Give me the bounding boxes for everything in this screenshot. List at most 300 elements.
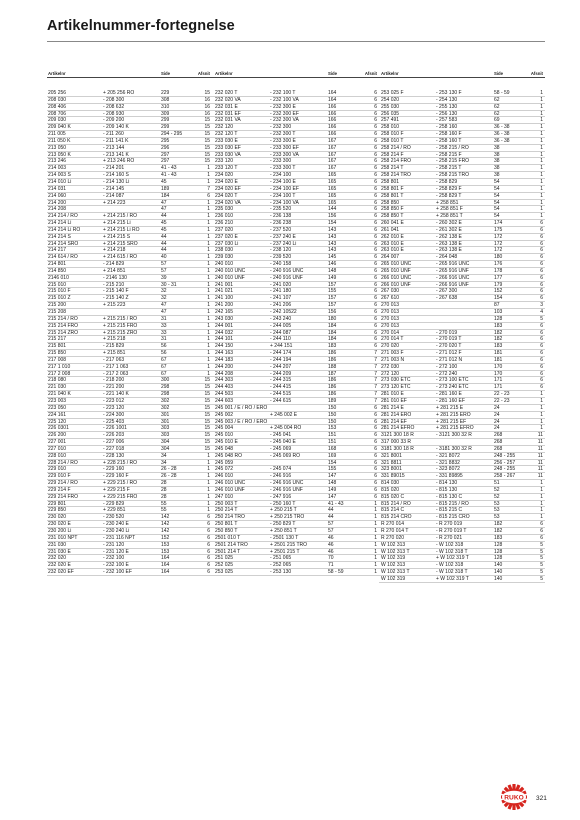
section-ref: 3 [540, 302, 543, 308]
article-range: - 215 210 [103, 281, 125, 288]
article-number: 214 003 S [48, 172, 71, 178]
section-ref: 6 [374, 254, 377, 261]
article-range [103, 206, 161, 212]
article-number: 266 010 UNF [381, 281, 411, 288]
table-row [47, 227, 213, 234]
section-ref: 6 [207, 534, 210, 541]
article-range: - 232 300 E [270, 103, 296, 110]
section-ref: 1 [207, 466, 210, 473]
table-row [379, 316, 545, 323]
article-number: 231 030 E [48, 548, 71, 555]
article-range: - 217 1 063 [103, 363, 129, 370]
table-row [47, 309, 213, 316]
article-number: 250 214 T [215, 507, 238, 514]
table-row [47, 398, 213, 405]
page-ref: 187 [328, 370, 337, 377]
article-range: - 215 829 [103, 343, 125, 350]
table-row [47, 336, 213, 343]
article-number: 246 010 [215, 473, 234, 480]
section-ref: 1 [207, 486, 210, 493]
page-ref: 148 [328, 480, 337, 486]
article-range: + 214 218 [103, 247, 126, 254]
page-ref: 303 [161, 432, 170, 439]
section-ref: 6 [540, 295, 543, 302]
article-number: 209 030 [48, 117, 67, 124]
article-range: - 270 019 [436, 329, 458, 336]
table-row [213, 288, 379, 295]
article-range: - 234 100 T [270, 192, 296, 199]
table-row [213, 104, 379, 111]
section-ref: 6 [374, 445, 377, 452]
article-number: 215 010 [48, 281, 67, 288]
article-number: 234 020 E [215, 178, 238, 185]
table-row [47, 131, 213, 138]
page-ref: 166 [328, 124, 337, 131]
section-ref: 6 [540, 233, 543, 240]
table-row [213, 364, 379, 371]
table-row [47, 350, 213, 357]
section-ref: 1 [207, 452, 210, 459]
page-ref: 182 [494, 521, 503, 527]
article-range [436, 323, 494, 329]
page-ref: 229 [161, 90, 170, 96]
article-number: 263 010 E [381, 240, 404, 247]
article-range: - 214 130 Li [103, 178, 130, 185]
section-ref: 1 [207, 206, 210, 213]
table-row [213, 453, 379, 460]
article-range: - 815 130 [436, 486, 458, 493]
page-ref: 154 [494, 295, 503, 302]
page-ref: 180 [494, 254, 503, 261]
page-ref: 299 [161, 117, 170, 124]
article-number: W 102 313 [381, 562, 406, 569]
article-range: - 242 10522 [270, 309, 297, 315]
page-ref: 71 [328, 562, 334, 569]
page-ref: 167 [328, 137, 337, 144]
article-number: 215 200 [48, 302, 67, 308]
article-range: - 815 130 C [436, 493, 463, 500]
page-ref: 45 [161, 178, 167, 185]
table-row [47, 343, 213, 350]
article-number: 271 003 F [381, 350, 404, 356]
section-ref: 1 [540, 172, 543, 178]
section-ref: 1 [207, 309, 210, 315]
table-row [379, 213, 545, 220]
section-ref: 16 [204, 103, 210, 110]
page-ref: 33 [161, 329, 167, 336]
table-row [47, 247, 213, 254]
article-number: 245 059 [215, 459, 234, 466]
table-row [379, 466, 545, 473]
article-range: - 236 138 [270, 213, 292, 220]
article-number: 253 025 [215, 569, 234, 575]
article-range: - 263 138 E [436, 247, 462, 254]
page-ref: 45 [161, 226, 167, 233]
article-range: - 217 2 063 [103, 370, 129, 377]
page-ref: 45 [161, 220, 167, 226]
table-row [213, 405, 379, 412]
table-row [47, 158, 213, 165]
table-row [213, 514, 379, 521]
table-row [47, 473, 213, 480]
page-ref: 55 [161, 500, 167, 507]
table-row [379, 473, 545, 480]
page-ref: 36 - 38 [494, 137, 510, 144]
table-row [379, 165, 545, 172]
article-range: - 223 120 [103, 404, 125, 411]
page-ref: 174 [494, 220, 503, 226]
article-range: - 247 916 [270, 493, 292, 500]
table-row [213, 384, 379, 391]
table-row [47, 357, 213, 364]
table-row [379, 275, 545, 282]
article-number: 243 030 [215, 315, 234, 322]
article-number: 221 030 [48, 384, 67, 391]
table-row [47, 384, 213, 391]
page-ref: 167 [328, 151, 337, 158]
section-ref: 7 [374, 370, 377, 377]
article-number: 231 010 NPT [48, 534, 78, 541]
article-number: 246 010 UNF [215, 486, 245, 493]
page-ref: 156 [328, 309, 337, 315]
article-number: 237 020 [215, 226, 234, 233]
article-range: + 215 215 FRO [103, 322, 138, 329]
section-ref: 6 [540, 226, 543, 233]
page-ref: 22 - 23 [494, 397, 510, 404]
article-range: - 3181 300 32 R [436, 445, 472, 452]
article-number: 272 120 [381, 370, 400, 377]
table-row [379, 97, 545, 104]
table-row [379, 446, 545, 453]
page-ref: 153 [328, 425, 337, 432]
page-ref: 128 [494, 315, 503, 322]
article-range: - 321 8832 [436, 459, 460, 466]
page-ref: 26 - 28 [161, 466, 177, 473]
article-range: - 232 300 [270, 124, 292, 131]
table-row [47, 213, 213, 220]
article-range: + 229 851 [103, 507, 126, 514]
section-ref: 5 [540, 541, 543, 548]
page-ref: 34 [161, 459, 167, 466]
article-range: + 258 851 T [436, 213, 463, 220]
article-number: 245 001 / E / RO / ERO [215, 404, 268, 411]
table-row [213, 200, 379, 207]
article-number: 237 020 E [215, 233, 238, 240]
section-ref: 16 [204, 110, 210, 117]
table-row [379, 377, 545, 384]
table-row [213, 460, 379, 467]
article-number: 217 008 [48, 356, 67, 363]
table-row [47, 514, 213, 521]
table-row [379, 172, 545, 179]
table-row [379, 555, 545, 562]
article-range: - 224 300 [103, 411, 125, 418]
section-ref: 6 [374, 267, 377, 274]
article-range: - 258 829 T [436, 192, 462, 199]
page-ref: 178 [494, 267, 503, 274]
page-ref: 46 [328, 541, 334, 548]
section-ref: 5 [540, 315, 543, 322]
article-range: - 230 240 Li [103, 528, 130, 534]
article-number: 258 214 F [381, 151, 404, 158]
article-range: - 227 006 [103, 439, 125, 445]
section-ref: 6 [374, 473, 377, 480]
section-ref: 7 [374, 363, 377, 370]
page-ref: 186 [328, 377, 337, 384]
column-header [47, 64, 213, 76]
article-range: - 233 300 [270, 158, 292, 165]
table-row [47, 206, 213, 213]
header-side: Side [161, 71, 171, 76]
section-ref: 6 [374, 274, 377, 281]
article-number: 214 060 [48, 192, 67, 199]
table-row [379, 241, 545, 248]
article-number: 233 120 T [215, 165, 238, 172]
page-ref: 22 - 23 [494, 391, 510, 397]
table-row [47, 466, 213, 473]
section-ref: 1 [540, 507, 543, 514]
section-ref: 6 [374, 329, 377, 336]
article-range: - 281 160 E [436, 391, 462, 397]
section-ref: 11 [537, 473, 543, 480]
article-range [270, 460, 328, 466]
article-range: - 261 302 E [436, 226, 462, 233]
article-number: 233 120 [215, 158, 234, 165]
article-number: 214 214 Li [48, 220, 72, 226]
page-ref: 182 [494, 528, 503, 534]
article-range: - 229 160 F [103, 473, 129, 480]
page-ref: 87 [494, 302, 500, 308]
article-range: - 214 087 [103, 192, 125, 199]
section-ref: 6 [374, 158, 377, 165]
article-range: - 244 207 [270, 363, 292, 370]
article-number: 244 163 [215, 350, 234, 356]
article-range: - R 270 019 T [436, 528, 467, 534]
column-header [213, 64, 379, 76]
page-ref: 143 [328, 240, 337, 247]
section-ref: 1 [374, 500, 377, 507]
article-number: 228 010 [48, 452, 67, 459]
page-ref: 39 [161, 274, 167, 281]
page-ref: 51 [494, 480, 500, 486]
article-range: - 264 048 [436, 254, 458, 261]
section-ref: 1 [540, 500, 543, 507]
table-row [379, 460, 545, 467]
page-ref: 52 [494, 493, 500, 500]
article-range [436, 302, 494, 308]
article-range: - 225 403 [103, 418, 125, 425]
article-number: 281 214 EF [381, 418, 407, 425]
page-ref: 69 [494, 117, 500, 124]
table-row [213, 145, 379, 152]
section-ref: 15 [204, 377, 210, 384]
article-range: - 228 130 [103, 452, 125, 459]
article-number: 217 2 008 [48, 370, 71, 377]
table-row [47, 138, 213, 145]
article-number: 226 200 [48, 432, 67, 439]
article-range: + 2501 215 T [270, 548, 300, 555]
table-row [47, 330, 213, 337]
table-row [47, 295, 213, 302]
page-ref: 164 [161, 562, 170, 569]
section-ref: 6 [374, 315, 377, 322]
table-row [213, 398, 379, 405]
page-ref: 182 [494, 336, 503, 343]
table-row [47, 521, 213, 528]
page-ref: 41 - 43 [328, 500, 344, 507]
table-row [379, 254, 545, 261]
table-row [213, 507, 379, 514]
article-range: - 229 160 [103, 466, 125, 473]
page-ref: 58 - 59 [328, 569, 344, 575]
article-number: 214 031 [48, 185, 67, 192]
article-range: - 258 215 T [436, 165, 462, 172]
section-ref: 6 [374, 261, 377, 267]
section-ref: 5 [540, 569, 543, 575]
header-artikelnr: Artikelnr [215, 71, 233, 76]
page-ref: 47 [161, 309, 167, 315]
section-ref: 1 [207, 370, 210, 377]
article-range: - 241 206 [270, 302, 292, 308]
table-row [379, 220, 545, 227]
section-ref: 5 [540, 555, 543, 562]
page-ref: 143 [328, 226, 337, 233]
table-row [213, 302, 379, 309]
table-row [213, 309, 379, 316]
section-ref: 6 [540, 384, 543, 391]
page-ref: 140 [494, 569, 503, 575]
page-ref: 153 [161, 541, 170, 548]
article-range: - 258 160 T [436, 137, 462, 144]
table-row [47, 288, 213, 295]
article-range: - 258 829 F [436, 185, 462, 192]
article-range: - 213 144 [103, 144, 125, 151]
article-range: - 245 069 [270, 445, 292, 452]
ruko-logo [497, 784, 531, 810]
article-range: - 240 916 UNC [270, 267, 304, 274]
article-range: - 211 260 [103, 131, 124, 137]
section-ref: 6 [374, 493, 377, 500]
table-row [47, 275, 213, 282]
article-number: 229 010 [48, 466, 67, 473]
header-spacer [213, 78, 379, 90]
table-row [213, 377, 379, 384]
table-row [47, 193, 213, 200]
article-range: + 214 215 Li RO [103, 226, 140, 233]
table-row [47, 364, 213, 371]
section-ref: 15 [204, 158, 210, 165]
article-number: 230 020 E [48, 521, 71, 527]
index-table [47, 64, 545, 583]
page-ref: 41 - 43 [161, 172, 177, 178]
article-range: - 240 916 UNF [270, 274, 303, 281]
article-number: R 270 020 [381, 534, 405, 541]
page-ref: 46 [328, 534, 334, 541]
table-row [47, 425, 213, 432]
article-range: - 262 138 E [436, 233, 462, 240]
article-range: - 258 215 TRO [436, 172, 469, 178]
table-row [379, 111, 545, 118]
section-ref: 6 [374, 240, 377, 247]
article-range: - 234 100 EF [270, 185, 299, 192]
section-ref: 6 [540, 329, 543, 336]
header-afsnit: Afsnit [197, 71, 210, 76]
article-number: 236 010 [215, 213, 234, 220]
article-number: 244 200 [215, 363, 234, 370]
article-range: - 244 209 [270, 370, 292, 377]
table-row [213, 412, 379, 419]
article-number: 244 183 [215, 356, 234, 363]
section-ref: 15 [204, 137, 210, 144]
table-row [379, 357, 545, 364]
article-range: + 250 851 T [270, 528, 297, 534]
article-number: 245 003 / E / RO / ERO [215, 418, 268, 425]
table-row [47, 111, 213, 118]
table-row [47, 405, 213, 412]
article-number: 258 850 T [381, 213, 404, 220]
table-row [379, 336, 545, 343]
page-ref: 268 [494, 445, 503, 452]
article-range: - 238 120 [270, 247, 292, 254]
page-ref: 297 [161, 158, 170, 165]
page-ref: 57 [161, 267, 167, 274]
table-row [379, 521, 545, 528]
table-row [379, 145, 545, 152]
page-ref: 167 [328, 165, 337, 172]
section-ref: 1 [540, 206, 543, 213]
article-range: - 244 087 [270, 329, 292, 336]
section-ref: 1 [207, 226, 210, 233]
article-range: - 244 194 [270, 356, 292, 363]
article-number: 232 020 T [215, 90, 238, 96]
table-row [213, 316, 379, 323]
table-row [213, 555, 379, 562]
page-ref: 248 - 255 [494, 466, 516, 473]
table-row [213, 419, 379, 426]
page-ref: 165 [328, 192, 337, 199]
article-number: 213 246 [48, 158, 67, 165]
page-ref: 154 [328, 459, 337, 466]
article-number: 270 020 [381, 343, 400, 350]
page-ref: 150 [328, 404, 337, 411]
section-ref: 6 [207, 541, 210, 548]
section-ref: 1 [540, 151, 543, 158]
page-ref: 143 [328, 247, 337, 254]
article-number: 232 031 EF [215, 110, 241, 117]
article-range: + 229 215 FRO [103, 493, 138, 500]
section-ref: 6 [540, 370, 543, 377]
article-number: 244 503 [215, 391, 234, 397]
article-number: 227 010 [48, 445, 67, 452]
page-ref: 165 [328, 178, 337, 185]
page-ref: 54 [494, 185, 500, 192]
page-ref: 46 [328, 548, 334, 555]
table-row [379, 494, 545, 501]
table-row [379, 200, 545, 207]
article-range: - W 102 318 T [436, 548, 468, 555]
page-ref: 140 [494, 575, 503, 582]
table-row [47, 241, 213, 248]
article-number: 244 208 [215, 370, 234, 377]
table-row [47, 419, 213, 426]
table-row [213, 247, 379, 254]
section-ref: 7 [374, 356, 377, 363]
page-ref: 38 [494, 144, 500, 151]
article-number: 215 214 FRO [48, 322, 79, 329]
page-ref: 308 [161, 96, 170, 103]
section-ref: 6 [374, 144, 377, 151]
article-number: 258 010 F [381, 131, 404, 137]
